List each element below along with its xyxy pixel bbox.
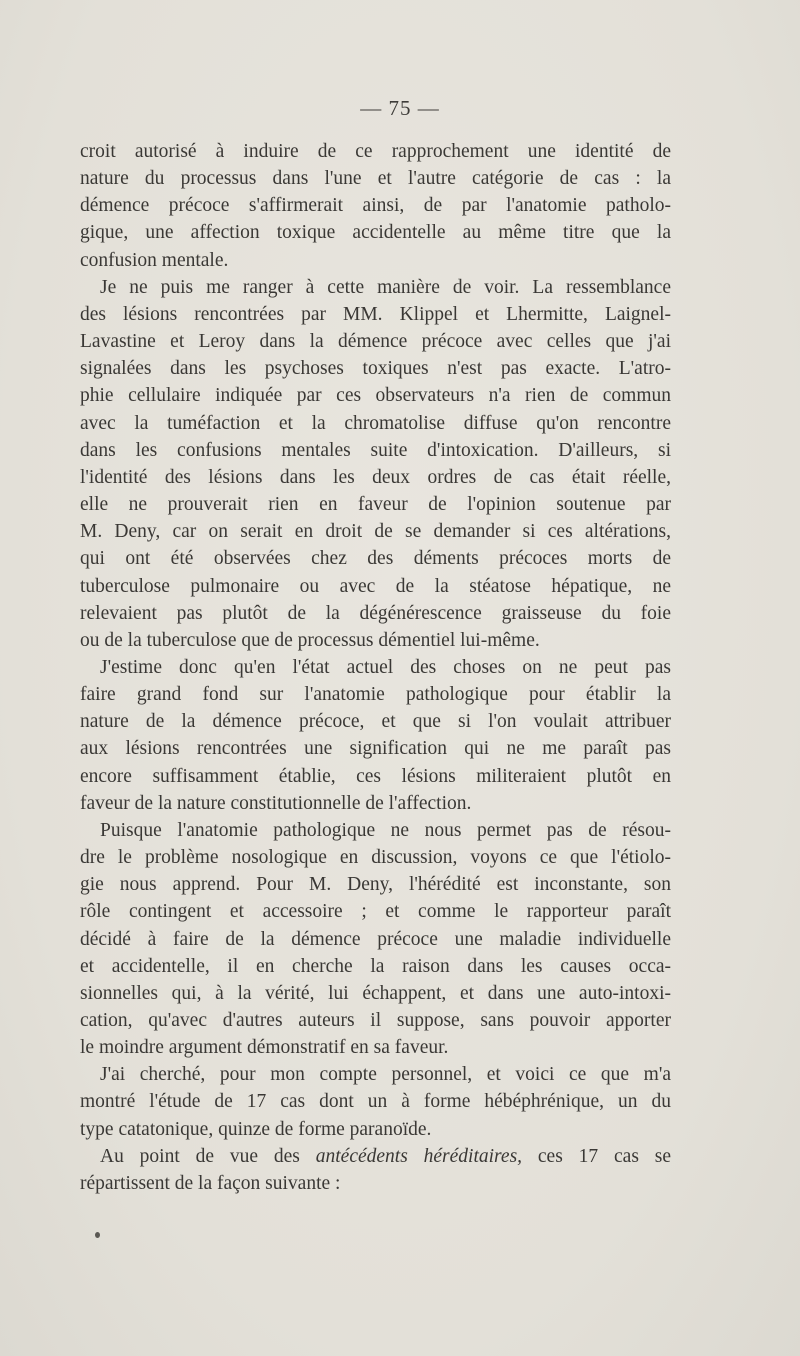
text-line: rôle contingent et accessoire ; et comme le rapporteur paraît: [80, 901, 671, 923]
page-number: — 75 —: [360, 96, 440, 120]
text-line: le moindre argument démonstratif en sa faveur.: [80, 1037, 449, 1059]
text-line: aux lésions rencontrées une signification qui ne me paraît pas: [80, 738, 671, 760]
text-line: qui ont été observées chez des déments précoces morts de: [80, 548, 671, 570]
text-run: ces 17 cas se: [522, 1145, 672, 1167]
text-line: nature du processus dans l'une et l'autre catégorie de cas : la: [80, 168, 671, 190]
text-line: gique, une affection toxique accidentelle au même titre que la: [80, 222, 671, 244]
text-line: des lésions rencontrées par MM. Klippel et Lhermitte, Laignel-: [80, 303, 671, 325]
text-line: confusion mentale.: [80, 249, 229, 271]
text-line: elle ne prouverait rien en faveur de l'opinion soutenue par: [80, 494, 671, 516]
text-line: sionnelles qui, à la vérité, lui échappent, et dans une auto-intoxi-: [80, 982, 671, 1004]
text-line: J'estime donc qu'en l'état actuel des choses on ne peut pas: [100, 656, 671, 678]
paragraph-3: [80, 654, 671, 817]
body-text: [80, 138, 671, 1197]
text-line: dre le problème nosologique en discussion, voyons ce que l'étiolo-: [80, 847, 671, 869]
text-line: avec la tuméfaction et la chromatolise diffuse qu'on rencontre: [80, 412, 671, 434]
text-line: l'identité des lésions dans les deux ordres de cas était réelle,: [80, 466, 671, 488]
text-line: tuberculose pulmonaire ou avec de la stéatose hépatique, ne: [80, 575, 671, 597]
text-line: faveur de la nature constitutionnelle de l'affection.: [80, 792, 472, 814]
text-line: décidé à faire de la démence précoce une maladie individuelle: [80, 928, 671, 950]
italic-phrase: antécédents héréditaires,: [315, 1145, 523, 1167]
text-line: nature de la démence précoce, et que si l'on voulait attribuer: [80, 711, 671, 733]
text-line: Puisque l'anatomie pathologique ne nous permet pas de résou-: [100, 819, 671, 841]
text-line: Je ne puis me ranger à cette manière de voir. La ressemblance: [100, 276, 671, 298]
paragraph-2: [80, 274, 671, 654]
paragraph-1: [80, 138, 671, 274]
text-line: Lavastine et Leroy dans la démence précoce avec celles que j'ai: [80, 331, 671, 353]
text-line: démence précoce s'affirmerait ainsi, de par l'anatomie patholo-: [80, 195, 671, 217]
text-line: type catatonique, quinze de forme paranoïde.: [80, 1118, 432, 1140]
text-line: [80, 1143, 671, 1170]
text-line: dans les confusions mentales suite d'intoxication. D'ailleurs, si: [80, 439, 671, 461]
paragraph-4: [80, 817, 671, 1061]
paragraph-5: [80, 1061, 671, 1142]
text-line: cation, qu'avec d'autres auteurs il suppose, sans pouvoir apporter: [80, 1010, 671, 1031]
text-line: et accidentelle, il en cherche la raison dans les causes occa-: [80, 955, 671, 977]
text-line: M. Deny, car on serait en droit de se demander si ces altérations,: [80, 521, 671, 543]
text-line: croit autorisé à induire de ce rapprochement une identité de: [80, 141, 671, 162]
text-line: faire grand fond sur l'anatomie pathologique pour établir la: [80, 684, 671, 706]
text-line: phie cellulaire indiquée par ces observateurs n'a rien de commun: [80, 385, 671, 407]
text-line: signalées dans les psychoses toxiques n'est pas exacte. L'atro-: [80, 358, 671, 380]
text-line: répartissent de la façon suivante :: [80, 1172, 341, 1194]
text-line: encore suffisamment établie, ces lésions militeraient plutôt en: [80, 765, 671, 787]
text-line: J'ai cherché, pour mon compte personnel, et voici ce que m'a: [100, 1064, 671, 1086]
text-line: relevaient pas plutôt de la dégénérescence graisseuse du foie: [80, 602, 671, 624]
text-line: montré l'étude de 17 cas dont un à forme hébéphrénique, un du: [80, 1091, 671, 1113]
paragraph-6: [80, 1143, 671, 1197]
text-line: gie nous apprend. Pour M. Deny, l'hérédité est inconstante, son: [80, 874, 671, 896]
text-line: ou de la tuberculose que de processus démentiel lui-même.: [80, 629, 540, 651]
text-run: Au point de vue des: [100, 1145, 316, 1167]
ink-speck: [95, 1232, 100, 1238]
